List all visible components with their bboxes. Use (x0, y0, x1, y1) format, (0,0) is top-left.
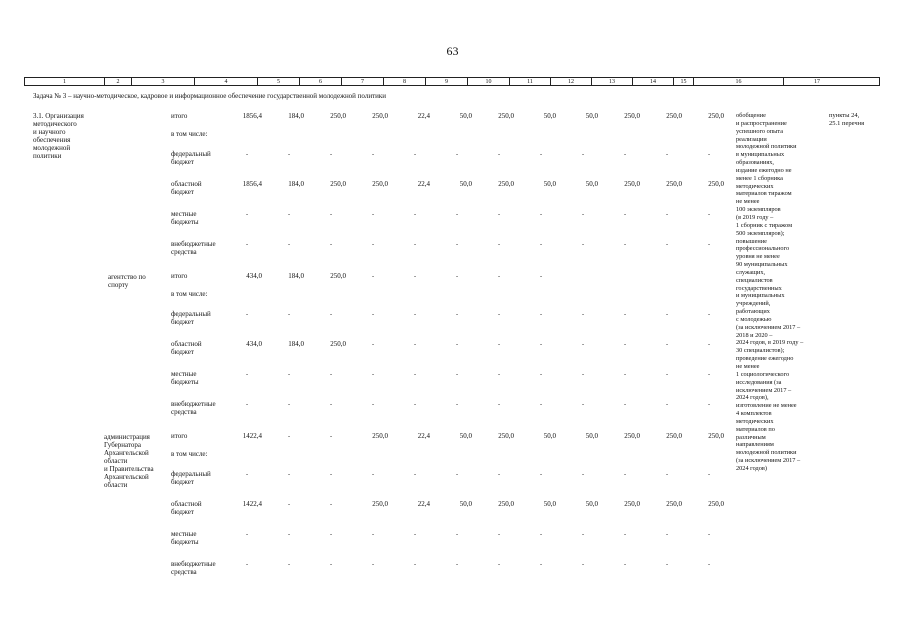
cell-federal-col4: - (245, 470, 249, 478)
column-header-4: 4 (195, 78, 258, 85)
row-label-federal: федеральный (171, 150, 211, 158)
cell-oblast-col12: 50,0 (585, 500, 598, 508)
cell-mestnye-col5: - (287, 530, 291, 538)
result-line: издание ежегодно не (736, 166, 792, 174)
column-header-1: 1 (25, 78, 105, 85)
cell-mestnye-col7: - (371, 530, 375, 538)
column-header-14: 14 (633, 78, 674, 85)
row-label-mestnye: бюджеты (171, 538, 199, 546)
activity-name: 3.1. Организация (33, 112, 84, 120)
result-line: менее 1 сборника (736, 174, 783, 182)
cell-federal-col12: - (581, 150, 585, 158)
cell-federal-col9: - (455, 470, 459, 478)
column-header-11: 11 (510, 78, 551, 85)
cell-oblast-col5: 184,0 (288, 180, 304, 188)
cell-mestnye-col12: - (581, 530, 585, 538)
points-line: 25.1 перечня (829, 120, 865, 127)
row-label-itogo: итого (171, 112, 188, 120)
cell-itogo-col8: - (413, 272, 417, 280)
executor-administration: Губернатора (104, 441, 142, 449)
cell-itogo-col8: 22,4 (417, 112, 430, 120)
cell-mestnye-col10: - (497, 370, 501, 378)
cell-vnebudget-col4: - (245, 560, 249, 568)
cell-vnebudget-col11: - (539, 240, 543, 248)
cell-itogo-col4: 1422,4 (242, 432, 262, 440)
cell-oblast-col8: - (413, 340, 417, 348)
executor-sport-agency: агентство по (108, 273, 146, 281)
row-label-vnebudget: внебюджетные (171, 560, 216, 568)
cell-vnebudget-col7: - (371, 400, 375, 408)
cell-mestnye-col7: - (371, 370, 375, 378)
cell-itogo-col4: 1856,4 (242, 112, 262, 120)
cell-mestnye-col5: - (287, 210, 291, 218)
cell-vnebudget-col9: - (455, 560, 459, 568)
cell-oblast-col13: 250,0 (624, 500, 640, 508)
cell-federal-col14: - (665, 470, 669, 478)
result-line: обобщение (736, 112, 766, 119)
row-label-federal: федеральный (171, 470, 211, 478)
cell-itogo-col11: 50,0 (543, 432, 556, 440)
cell-federal-col7: - (371, 310, 375, 318)
result-line: изготовление не менее (736, 402, 797, 410)
result-line: повышение (736, 237, 767, 245)
result-line: (в 2019 году – (736, 213, 774, 221)
column-header-8: 8 (384, 78, 426, 85)
cell-oblast-col10: 250,0 (498, 180, 514, 188)
cell-mestnye-col5: - (287, 370, 291, 378)
cell-itogo-col12: 50,0 (585, 432, 598, 440)
result-line: методических (736, 417, 774, 425)
column-header-16: 16 (694, 78, 784, 85)
row-label-federal: бюджет (171, 318, 194, 326)
cell-vnebudget-col15: - (707, 560, 711, 568)
expected-results-column (736, 112, 826, 473)
column-header-3: 3 (132, 78, 195, 85)
cell-vnebudget-col13: - (623, 400, 627, 408)
row-label-itogo: итого (171, 432, 188, 440)
cell-mestnye-col10: - (497, 530, 501, 538)
result-line: (за исключением 2017 – (736, 323, 801, 331)
cell-vnebudget-col9: - (455, 240, 459, 248)
cell-federal-col14: - (665, 310, 669, 318)
result-line: 4 комплектов (736, 410, 772, 418)
cell-federal-col13: - (623, 470, 627, 478)
cell-itogo-col5: 184,0 (288, 272, 304, 280)
cell-federal-col11: - (539, 150, 543, 158)
executor-sport-agency: спорту (108, 281, 129, 289)
cell-oblast-col11: 50,0 (543, 180, 556, 188)
result-line: реализации (736, 135, 767, 143)
activity-name: политики (33, 152, 62, 160)
cell-oblast-col10: 250,0 (498, 500, 514, 508)
cell-itogo-col5: - (287, 432, 291, 440)
row-label-oblast: областной (171, 180, 202, 188)
cell-federal-col13: - (623, 150, 627, 158)
cell-federal-col10: - (497, 310, 501, 318)
cell-federal-col9: - (455, 310, 459, 318)
cell-itogo-col7: - (371, 272, 375, 280)
activity-name: молодежной (33, 144, 71, 152)
cell-vnebudget-col12: - (581, 560, 585, 568)
executor-administration: области (104, 457, 128, 465)
cell-federal-col12: - (581, 470, 585, 478)
cell-itogo-col12: 50,0 (585, 112, 598, 120)
cell-mestnye-col13: - (623, 210, 627, 218)
cell-itogo-col10: - (497, 272, 501, 280)
column-header-15: 15 (674, 78, 694, 85)
cell-oblast-col14: - (665, 340, 669, 348)
result-line: 2024 годов), (736, 394, 769, 402)
cell-vnebudget-col15: - (707, 400, 711, 408)
row-label-vnebudget: внебюджетные (171, 400, 216, 408)
row-label-vnebudget: внебюджетные (171, 240, 216, 248)
cell-federal-col14: - (665, 150, 669, 158)
cell-vnebudget-col8: - (413, 400, 417, 408)
cell-mestnye-col15: - (707, 530, 711, 538)
result-line: материалов тиражом (736, 190, 792, 198)
cell-mestnye-col8: - (413, 210, 417, 218)
cell-itogo-col15: 250,0 (708, 432, 724, 440)
executor-administration: Архангельской (104, 473, 149, 481)
cell-oblast-col15: - (707, 340, 711, 348)
column-header-9: 9 (426, 78, 468, 85)
cell-federal-col5: - (287, 470, 291, 478)
row-label-v_tom_chisle: в том числе: (171, 290, 208, 298)
cell-oblast-col4: 1856,4 (242, 180, 262, 188)
result-line: успешного опыта (736, 127, 783, 135)
activity-name: методического (33, 120, 77, 128)
cell-mestnye-col4: - (245, 210, 249, 218)
cell-federal-col7: - (371, 150, 375, 158)
indicator-points-column (829, 112, 889, 128)
result-line: работающих (736, 308, 770, 316)
cell-vnebudget-col10: - (497, 240, 501, 248)
result-line: в муниципальных (736, 151, 785, 159)
result-line: молодежной политики (736, 449, 797, 457)
cell-federal-col5: - (287, 310, 291, 318)
cell-itogo-col7: 250,0 (372, 112, 388, 120)
cell-itogo-col7: 250,0 (372, 432, 388, 440)
row-label-mestnye: местные (171, 530, 197, 538)
row-label-oblast: бюджет (171, 188, 194, 196)
row-label-mestnye: бюджеты (171, 218, 199, 226)
result-line: 2018 и 2020 – (736, 331, 773, 339)
cell-vnebudget-col9: - (455, 400, 459, 408)
cell-itogo-col5: 184,0 (288, 112, 304, 120)
cell-oblast-col8: 22,4 (417, 500, 430, 508)
row-label-vnebudget: средства (171, 568, 197, 576)
cell-mestnye-col13: - (623, 530, 627, 538)
cell-vnebudget-col13: - (623, 240, 627, 248)
cell-vnebudget-col4: - (245, 400, 249, 408)
column-header-7: 7 (342, 78, 384, 85)
result-line: исключением 2017 – (736, 386, 792, 394)
cell-vnebudget-col14: - (665, 560, 669, 568)
column-header-17: 17 (814, 79, 820, 85)
column-header-row (24, 77, 880, 86)
cell-mestnye-col4: - (245, 370, 249, 378)
column-header-13: 13 (592, 78, 633, 85)
cell-federal-col4: - (245, 150, 249, 158)
task-title: Задача № 3 – научно-методическое, кадровое и информационное обеспечение государственной молодежной политики (33, 92, 387, 100)
cell-mestnye-col14: - (665, 530, 669, 538)
cell-vnebudget-col11: - (539, 560, 543, 568)
result-line: с молодежью (736, 315, 772, 323)
cell-federal-col15: - (707, 310, 711, 318)
cell-federal-col15: - (707, 150, 711, 158)
cell-vnebudget-col15: - (707, 240, 711, 248)
cell-oblast-col10: - (497, 340, 501, 348)
cell-oblast-col6: 250,0 (330, 340, 346, 348)
result-line: 500 экземпляров); (736, 229, 785, 237)
cell-mestnye-col7: - (371, 210, 375, 218)
cell-mestnye-col15: - (707, 210, 711, 218)
cell-vnebudget-col11: - (539, 400, 543, 408)
cell-mestnye-col14: - (665, 370, 669, 378)
row-label-federal: федеральный (171, 310, 211, 318)
page-number: 63 (446, 44, 459, 58)
cell-federal-col13: - (623, 310, 627, 318)
cell-vnebudget-col7: - (371, 240, 375, 248)
row-label-oblast: областной (171, 340, 202, 348)
cell-itogo-col8: 22,4 (417, 432, 430, 440)
cell-itogo-col9: - (455, 272, 459, 280)
cell-vnebudget-col14: - (665, 240, 669, 248)
cell-federal-col11: - (539, 310, 543, 318)
cell-oblast-col14: 250,0 (666, 500, 682, 508)
cell-itogo-col4: 434,0 (246, 272, 262, 280)
cell-federal-col7: - (371, 470, 375, 478)
result-line: 90 муниципальных (736, 261, 788, 269)
cell-mestnye-col15: - (707, 370, 711, 378)
cell-mestnye-col9: - (455, 210, 459, 218)
result-line: 100 экземпляров (736, 206, 781, 214)
cell-itogo-col10: 250,0 (498, 432, 514, 440)
cell-vnebudget-col7: - (371, 560, 375, 568)
result-line: государственных (736, 284, 782, 292)
cell-itogo-col11: 50,0 (543, 112, 556, 120)
result-line: исследования (за (736, 378, 782, 386)
column-header-6: 6 (300, 78, 342, 85)
cell-oblast-col9: 50,0 (459, 500, 472, 508)
cell-vnebudget-col8: - (413, 560, 417, 568)
result-line: образованиях, (736, 159, 774, 167)
cell-vnebudget-col5: - (287, 400, 291, 408)
executor-administration: Архангельской (104, 449, 149, 457)
cell-mestnye-col6: - (329, 210, 333, 218)
result-line: материалов по (736, 425, 775, 433)
cell-oblast-col7: 250,0 (372, 180, 388, 188)
row-label-oblast: бюджет (171, 508, 194, 516)
cell-mestnye-col13: - (623, 370, 627, 378)
cell-vnebudget-col12: - (581, 400, 585, 408)
row-label-itogo: итого (171, 272, 188, 280)
cell-vnebudget-col5: - (287, 240, 291, 248)
cell-oblast-col15: 250,0 (708, 180, 724, 188)
column-header-2: 2 (105, 78, 132, 85)
cell-oblast-col7: 250,0 (372, 500, 388, 508)
result-line: 2024 годов, в 2019 году – (736, 339, 804, 347)
cell-itogo-col9: 50,0 (459, 432, 472, 440)
result-line: не менее (736, 363, 760, 370)
points-line: пункты 24, (829, 112, 860, 119)
cell-mestnye-col14: - (665, 210, 669, 218)
cell-federal-col10: - (497, 150, 501, 158)
cell-mestnye-col8: - (413, 530, 417, 538)
row-label-federal: бюджет (171, 158, 194, 166)
cell-itogo-col11: - (539, 272, 543, 280)
cell-federal-col6: - (329, 150, 333, 158)
row-label-mestnye: бюджеты (171, 378, 199, 386)
cell-federal-col12: - (581, 310, 585, 318)
activity-name: обеспечения (33, 136, 71, 144)
cell-itogo-col9: 50,0 (459, 112, 472, 120)
cell-oblast-col4: 434,0 (246, 340, 262, 348)
cell-mestnye-col11: - (539, 210, 543, 218)
cell-oblast-col13: - (623, 340, 627, 348)
cell-mestnye-col9: - (455, 530, 459, 538)
cell-itogo-col6: 250,0 (330, 272, 346, 280)
row-label-vnebudget: средства (171, 408, 197, 416)
result-line: не менее (736, 198, 760, 206)
cell-oblast-col5: - (287, 500, 291, 508)
cell-mestnye-col4: - (245, 530, 249, 538)
result-line: методических (736, 182, 774, 190)
cell-oblast-col13: 250,0 (624, 180, 640, 188)
cell-mestnye-col10: - (497, 210, 501, 218)
cell-oblast-col11: 50,0 (543, 500, 556, 508)
cell-mestnye-col9: - (455, 370, 459, 378)
cell-itogo-col13: 250,0 (624, 112, 640, 120)
column-header-12: 12 (551, 78, 592, 85)
cell-oblast-col6: 250,0 (330, 180, 346, 188)
cell-oblast-col14: 250,0 (666, 180, 682, 188)
cell-federal-col5: - (287, 150, 291, 158)
result-line: специалистов (736, 276, 773, 284)
result-line: направлениям (736, 441, 774, 449)
cell-oblast-col5: 184,0 (288, 340, 304, 348)
result-line: служащих, (736, 268, 766, 276)
column-header-5: 5 (258, 78, 300, 85)
cell-mestnye-col12: - (581, 370, 585, 378)
row-label-mestnye: местные (171, 210, 197, 218)
cell-federal-col4: - (245, 310, 249, 318)
cell-itogo-col14: 250,0 (666, 112, 682, 120)
executor-administration: администрация (104, 433, 150, 441)
result-line: 1 сборник с тиражом (736, 221, 793, 229)
activity-name: и научного (33, 128, 66, 136)
result-line: 2024 годов) (736, 464, 767, 472)
cell-mestnye-col6: - (329, 370, 333, 378)
cell-federal-col11: - (539, 470, 543, 478)
cell-oblast-col15: 250,0 (708, 500, 724, 508)
result-line: 30 специалистов); (736, 347, 785, 355)
cell-oblast-col8: 22,4 (417, 180, 430, 188)
cell-oblast-col12: - (581, 340, 585, 348)
cell-vnebudget-col4: - (245, 240, 249, 248)
cell-oblast-col11: - (539, 340, 543, 348)
result-line: и муниципальных (736, 292, 785, 300)
cell-federal-col15: - (707, 470, 711, 478)
cell-vnebudget-col6: - (329, 560, 333, 568)
cell-federal-col9: - (455, 150, 459, 158)
result-line: 1 социологического (736, 370, 790, 378)
result-line: (за исключением 2017 – (736, 457, 801, 465)
row-label-vnebudget: средства (171, 248, 197, 256)
cell-federal-col8: - (413, 310, 417, 318)
cell-mestnye-col11: - (539, 530, 543, 538)
result-line: уровня не менее (736, 253, 780, 261)
row-label-oblast: бюджет (171, 348, 194, 356)
cell-federal-col8: - (413, 470, 417, 478)
cell-oblast-col6: - (329, 500, 333, 508)
cell-federal-col6: - (329, 470, 333, 478)
cell-oblast-col9: - (455, 340, 459, 348)
cell-itogo-col13: 250,0 (624, 432, 640, 440)
executor-administration: области (104, 481, 128, 489)
cell-federal-col8: - (413, 150, 417, 158)
cell-vnebudget-col14: - (665, 400, 669, 408)
cell-vnebudget-col12: - (581, 240, 585, 248)
cell-mestnye-col8: - (413, 370, 417, 378)
row-label-oblast: областной (171, 500, 202, 508)
row-label-mestnye: местные (171, 370, 197, 378)
cell-federal-col10: - (497, 470, 501, 478)
column-header-10: 10 (468, 78, 510, 85)
cell-oblast-col9: 50,0 (459, 180, 472, 188)
cell-mestnye-col11: - (539, 370, 543, 378)
cell-federal-col6: - (329, 310, 333, 318)
cell-vnebudget-col6: - (329, 400, 333, 408)
cell-vnebudget-col5: - (287, 560, 291, 568)
cell-itogo-col6: 250,0 (330, 112, 346, 120)
cell-vnebudget-col10: - (497, 400, 501, 408)
row-label-v_tom_chisle: в том числе: (171, 130, 208, 138)
result-line: профессионального (736, 245, 790, 253)
cell-oblast-col12: 50,0 (585, 180, 598, 188)
result-line: различным (736, 433, 766, 441)
result-line: молодежной политики (736, 143, 797, 151)
row-label-v_tom_chisle: в том числе: (171, 450, 208, 458)
result-line: и распространение (736, 119, 787, 127)
cell-itogo-col14: 250,0 (666, 432, 682, 440)
cell-mestnye-col12: - (581, 210, 585, 218)
cell-oblast-col7: - (371, 340, 375, 348)
cell-vnebudget-col13: - (623, 560, 627, 568)
cell-vnebudget-col10: - (497, 560, 501, 568)
cell-itogo-col15: 250,0 (708, 112, 724, 120)
result-line: учреждений, (736, 300, 771, 308)
cell-mestnye-col6: - (329, 530, 333, 538)
executor-administration: и Правительства (104, 465, 154, 473)
cell-vnebudget-col6: - (329, 240, 333, 248)
cell-oblast-col4: 1422,4 (242, 500, 262, 508)
row-label-federal: бюджет (171, 478, 194, 486)
cell-itogo-col6: - (329, 432, 333, 440)
cell-vnebudget-col8: - (413, 240, 417, 248)
cell-itogo-col10: 250,0 (498, 112, 514, 120)
result-line: проведение ежегодно (736, 355, 794, 363)
